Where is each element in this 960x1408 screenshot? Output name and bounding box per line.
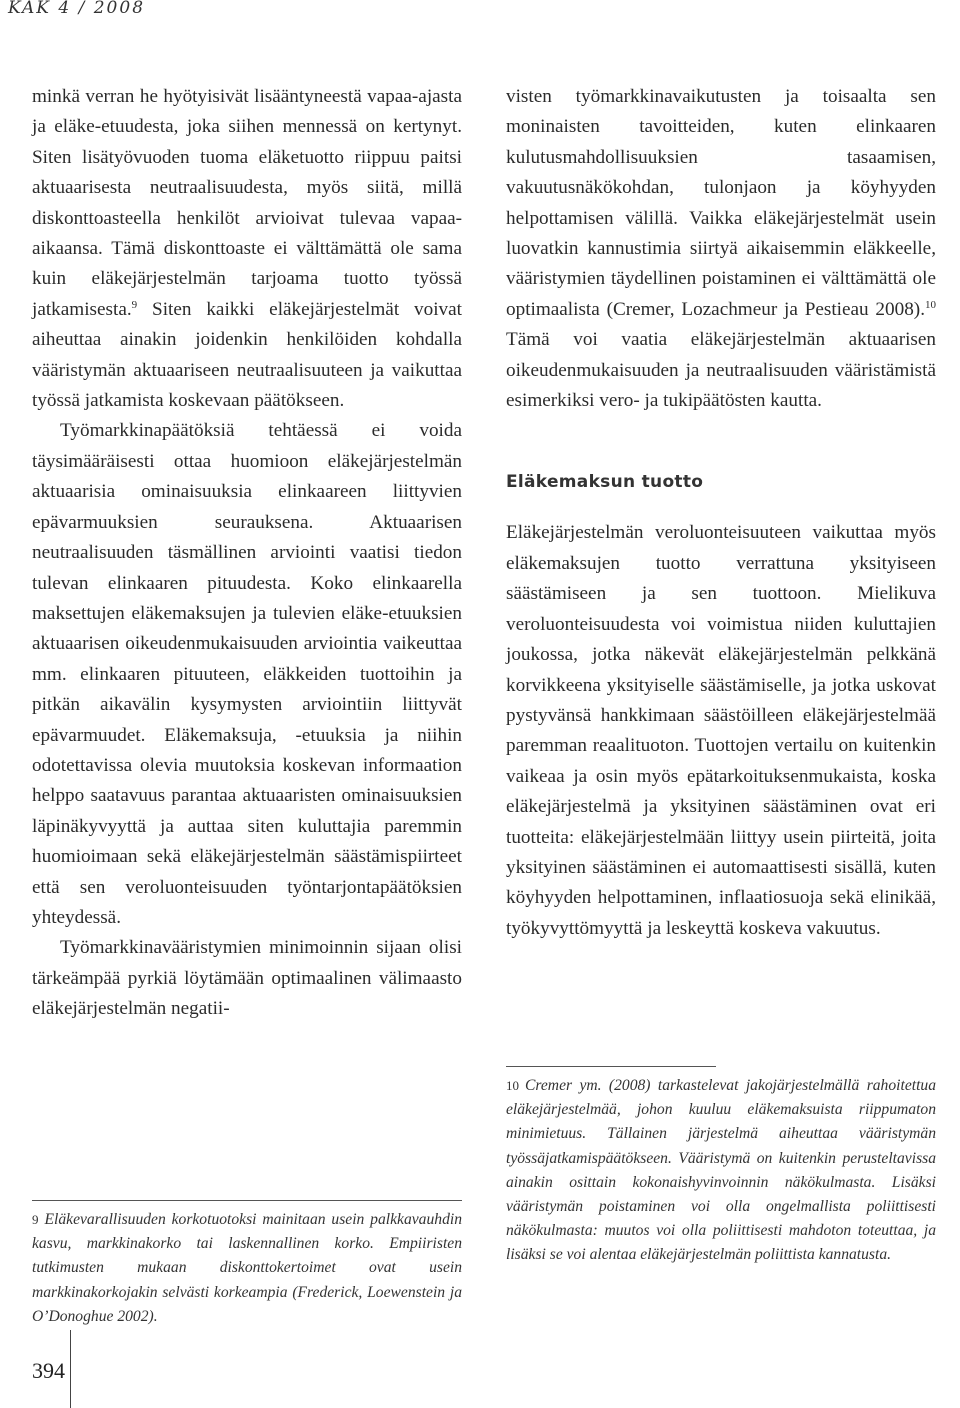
right-column bbox=[506, 82, 936, 944]
footnote-ref-10[interactable]: 10 bbox=[925, 298, 936, 311]
left-paragraph-1-continuation: Siten kaikki eläkejärjestelmät voivat aiheuttaa ainakin joidenkin henkilöiden kohdalla vääristymän aktuaariseen neutraalisuuteen ja vaikuttaa työssä jatkamista koskevaan päätökseen. bbox=[32, 298, 462, 412]
footnote-10-text: Cremer ym. (2008) tarkastelevat jakojärjestelmällä rahoitettua eläkejärjestelmää, johon kuuluu eläkemaksuista riippumaton minimietuus. Tällainen järjestelmä aiheuttaa vääristymän työssäjatkamispäätökseen. Vääristymä on kuitenkin perusteltavissa ainakin osittain kokonaishyvinvoinnin näkökulmasta. Lisäksi vääristymän poistaminen voi olla ongelmallista poliittisesti näkökulmasta: muutos voi olla poliittisesti mahdoton toteuttaa, ja lisäksi se voi alentaa eläkejärjestelmän poliittista kannatusta. bbox=[506, 1077, 936, 1264]
footnote-9 bbox=[32, 1208, 462, 1329]
page-number: 394 bbox=[32, 1358, 65, 1383]
right-paragraph-1 bbox=[506, 82, 936, 416]
footnote-9-number: 9 bbox=[32, 1212, 39, 1227]
footnote-divider-right bbox=[506, 1066, 716, 1067]
left-paragraph-3: Työmarkkinavääristymien minimoinnin sijaan olisi tärkeämpää pyrkiä löytämään optimaalinen välimaasto eläkejärjestelmän negatii- bbox=[32, 937, 462, 1020]
left-paragraph-1 bbox=[32, 82, 462, 416]
left-paragraph-1-text: minkä verran he hyötyisivät lisääntyneestä vapaa-ajasta ja eläke-etuudesta, joka siihen mennessä on kertynyt. Siten lisätyövuoden tuoma eläketuotto riippuu paitsi aktuaarisesta neutraalisuudesta, myös siitä, millä diskonttoasteella henkilöt arvioivat tulevaa vapaa-aikaansa. Tämä diskonttoaste ei välttämättä ole sama kuin eläkejärjestelmän tarjoama tuotto työssä jatkamisesta. bbox=[32, 86, 462, 320]
right-paragraph-2: Eläkejärjestelmän veroluonteisuuteen vaikuttaa myös eläkemaksujen tuotto verrattuna yksityiseen säästämiseen ja sen tuottoon. Mielikuva veroluonteisuudesta voi voimistua niiden kuluttajien joukossa, jotka näkevät eläkejärjestelmän pelkkänä korvikkeena yksityiselle säästämiselle, ja jotka uskovat pystyvänsä hankkimaan säästöilleen eläkejärjestelmää paremman reaalituoton. Tuottojen vertailu on kuitenkin vaikeaa ja osin myös epätarkoituksenmukaista, koska eläkejärjestelmä ja yksityinen säästäminen ovat eri tuotteita: eläkejärjestelmään liittyy usein piirteitä, joita yksityinen säästäminen ei automaattisesti sisällä, kuten köyhyyden helpottaminen, inflaatiosuoja sekä elinikää, työkyvyttömyyttä ja leskeyttä koskeva vakuutus. bbox=[506, 522, 936, 939]
footnote-10 bbox=[506, 1074, 936, 1268]
left-column bbox=[32, 82, 462, 1025]
right-paragraph-1-continuation: Tämä voi vaatia eläkejärjestelmän aktuaarisen oikeudenmukaisuuden ja neutraalisuuden vääristämistä esimerkiksi vero- ja tukipäätösten kautta. bbox=[506, 329, 936, 412]
left-paragraph-2: Työmarkkinapäätöksiä tehtäessä ei voida täysimääräisesti ottaa huomioon eläkejärjestelmän aktuaarisia ominaisuuksia elinkaareen liittyvien epävarmuuksien seurauksena. Aktuaarisen neutraalisuuden täsmällinen arviointi vaatisi tiedon tulevan elinkaaren pituudesta. Koko elinkaarella maksettujen eläkemaksujen ja tulevien eläke-etuuksien aktuaarisen oikeudenmukaisuuden arviointia vaikeuttaa mm. elinkaaren pituuteen, eläkkeiden tuottoihin ja pitkän aikavälin kysymysten arviointiin liittyvät epävarmuudet. Eläkemaksuja, -etuuksia ja niihin odotettavissa olevia muutoksia koskevan informaation helppo saatavuus parantaa aktuaaristen ominaisuuksien läpinäkyvyyttä ja auttaa siten kuluttajia paremmin huomioimaan sekä eläkejärjestelmän säästämispiirteet että sen veroluonteisuuden työntarjontapäätöksien yhteydessä. bbox=[32, 420, 462, 928]
page-number-rule bbox=[70, 1330, 71, 1408]
footnote-9-text: Eläkevarallisuuden korkotuotoksi mainitaan usein palkkavauhdin kasvu, markkinakorko tai laskennallinen korko. Empiiristen tutkimusten mukaan diskonttokertoimet ovat usein markkinakorkojakin selvästi korkeampia (Frederick, Loewenstein ja O’Donoghue 2002). bbox=[32, 1211, 462, 1325]
footnote-divider-left bbox=[32, 1200, 462, 1201]
section-heading: Eläkemaksun tuotto bbox=[506, 472, 704, 493]
running-header: KAK 4 / 2008 bbox=[8, 0, 146, 18]
right-paragraph-1-text: visten työmarkkinavaikutusten ja toisaalta sen moninaisten tavoitteiden, kuten elinkaaren kulutusmahdollisuuksien tasaamisen, vakuutusnäkökohdan, tulonjaon ja köyhyyden helpottamisen välillä. Vaikka eläkejärjestelmät usein luovatkin kannustimia siirtyä aikaisemmin eläkkeelle, vääristymien täydellinen poistaminen ei välttämättä ole optimaalista (Cremer, Lozachmeur ja Pestieau 2008). bbox=[506, 86, 936, 320]
footnote-ref-9[interactable]: 9 bbox=[131, 298, 138, 311]
footnote-10-number: 10 bbox=[506, 1078, 519, 1093]
